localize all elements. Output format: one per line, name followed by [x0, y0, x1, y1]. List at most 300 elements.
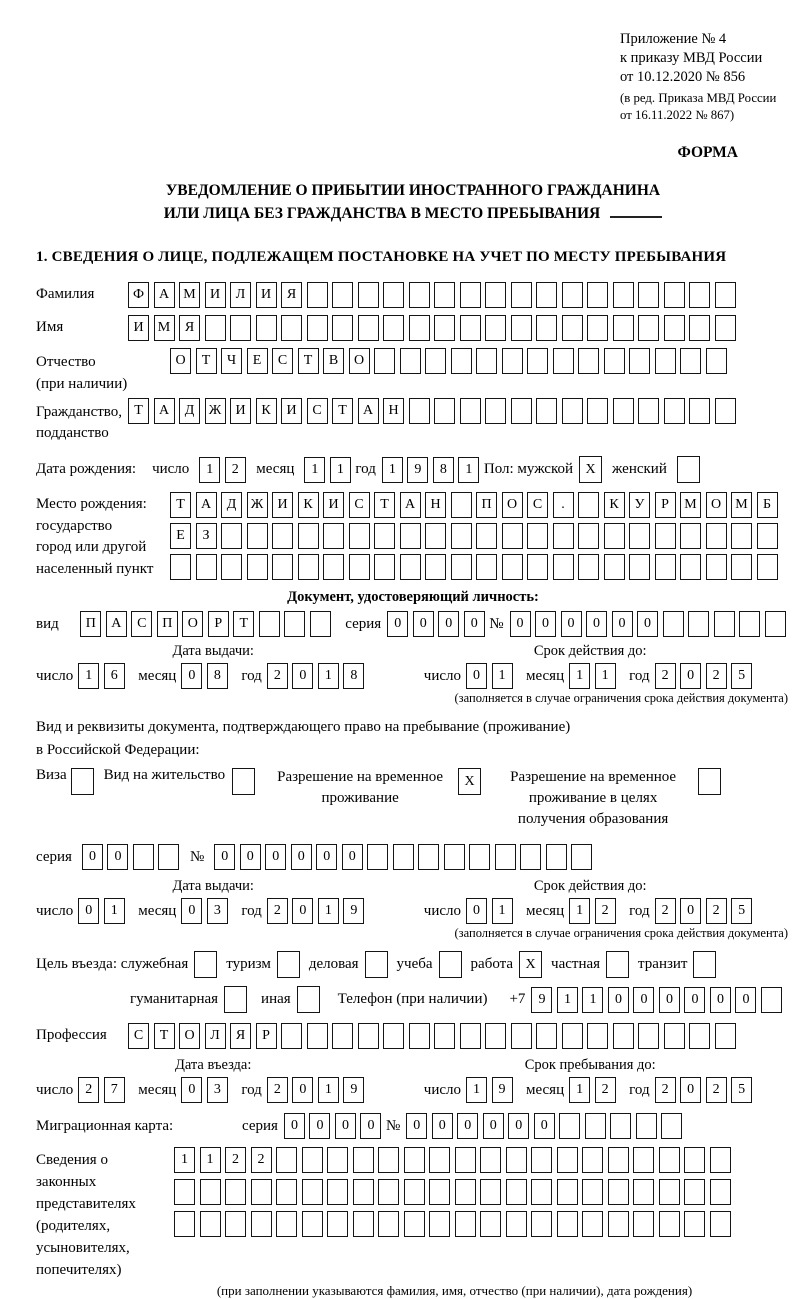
char-cell[interactable]: 2 — [706, 663, 727, 689]
char-cell[interactable]: Л — [230, 282, 251, 308]
char-cell[interactable]: З — [196, 523, 217, 549]
char-cell[interactable] — [378, 1147, 399, 1173]
char-cell[interactable] — [383, 315, 404, 341]
char-cell[interactable] — [684, 1147, 705, 1173]
char-cell[interactable]: 1 — [382, 457, 403, 483]
char-cell[interactable]: С — [128, 1023, 149, 1049]
char-cell[interactable]: О — [706, 492, 727, 518]
purpose-private-checkbox[interactable] — [606, 951, 629, 978]
char-cell[interactable] — [659, 1147, 680, 1173]
char-cell[interactable]: 1 — [200, 1147, 221, 1173]
char-cell[interactable] — [374, 348, 395, 374]
char-cell[interactable]: 0 — [466, 663, 487, 689]
char-cell[interactable]: 1 — [557, 987, 578, 1013]
char-cell[interactable] — [434, 398, 455, 424]
char-cell[interactable] — [553, 554, 574, 580]
char-cell[interactable] — [714, 611, 735, 637]
char-cell[interactable] — [559, 1113, 580, 1139]
char-cell[interactable] — [400, 554, 421, 580]
temp-residence-education-checkbox[interactable] — [698, 768, 721, 795]
char-cell[interactable] — [133, 844, 154, 870]
char-cell[interactable] — [633, 1211, 654, 1237]
char-cell[interactable]: Я — [281, 282, 302, 308]
char-cell[interactable]: Я — [179, 315, 200, 341]
char-cell[interactable]: С — [527, 492, 548, 518]
char-cell[interactable]: 0 — [633, 987, 654, 1013]
char-cell[interactable] — [553, 348, 574, 374]
char-cell[interactable]: 1 — [104, 898, 125, 924]
char-cell[interactable]: С — [349, 492, 370, 518]
char-cell[interactable] — [174, 1179, 195, 1205]
char-cell[interactable]: У — [629, 492, 650, 518]
char-cell[interactable] — [664, 398, 685, 424]
char-cell[interactable] — [527, 554, 548, 580]
char-cell[interactable] — [276, 1147, 297, 1173]
purpose-business-checkbox[interactable] — [194, 951, 217, 978]
char-cell[interactable] — [409, 282, 430, 308]
char-cell[interactable] — [409, 398, 430, 424]
char-cell[interactable]: 9 — [343, 1077, 364, 1103]
char-cell[interactable]: 1 — [330, 457, 351, 483]
char-cell[interactable] — [247, 523, 268, 549]
char-cell[interactable] — [480, 1179, 501, 1205]
char-cell[interactable] — [393, 844, 414, 870]
purpose-other-checkbox[interactable] — [297, 986, 320, 1013]
char-cell[interactable] — [455, 1211, 476, 1237]
char-cell[interactable] — [689, 282, 710, 308]
char-cell[interactable] — [251, 1179, 272, 1205]
char-cell[interactable]: Е — [247, 348, 268, 374]
char-cell[interactable]: 0 — [292, 1077, 313, 1103]
char-cell[interactable] — [536, 315, 557, 341]
char-cell[interactable] — [511, 1023, 532, 1049]
char-cell[interactable] — [638, 282, 659, 308]
char-cell[interactable] — [200, 1211, 221, 1237]
char-cell[interactable] — [434, 1023, 455, 1049]
char-cell[interactable]: Т — [196, 348, 217, 374]
purpose-study-checkbox[interactable] — [439, 951, 462, 978]
char-cell[interactable]: Р — [208, 611, 229, 637]
char-cell[interactable]: 0 — [508, 1113, 529, 1139]
char-cell[interactable] — [358, 315, 379, 341]
char-cell[interactable] — [706, 523, 727, 549]
char-cell[interactable]: Т — [374, 492, 395, 518]
char-cell[interactable]: 0 — [413, 611, 434, 637]
char-cell[interactable] — [383, 282, 404, 308]
char-cell[interactable] — [655, 523, 676, 549]
char-cell[interactable]: О — [502, 492, 523, 518]
char-cell[interactable]: М — [179, 282, 200, 308]
char-cell[interactable]: 2 — [655, 1077, 676, 1103]
char-cell[interactable] — [578, 492, 599, 518]
char-cell[interactable]: А — [106, 611, 127, 637]
char-cell[interactable] — [451, 492, 472, 518]
char-cell[interactable] — [655, 348, 676, 374]
char-cell[interactable]: К — [604, 492, 625, 518]
char-cell[interactable] — [221, 523, 242, 549]
char-cell[interactable] — [527, 348, 548, 374]
char-cell[interactable] — [480, 1211, 501, 1237]
char-cell[interactable] — [706, 554, 727, 580]
char-cell[interactable]: 3 — [207, 1077, 228, 1103]
char-cell[interactable]: Д — [221, 492, 242, 518]
char-cell[interactable] — [557, 1211, 578, 1237]
char-cell[interactable] — [661, 1113, 682, 1139]
char-cell[interactable] — [761, 987, 782, 1013]
residence-permit-checkbox[interactable] — [232, 768, 255, 795]
char-cell[interactable]: 1 — [582, 987, 603, 1013]
char-cell[interactable] — [353, 1179, 374, 1205]
char-cell[interactable] — [757, 523, 778, 549]
char-cell[interactable] — [170, 554, 191, 580]
char-cell[interactable] — [546, 844, 567, 870]
char-cell[interactable] — [200, 1179, 221, 1205]
char-cell[interactable] — [502, 523, 523, 549]
char-cell[interactable] — [225, 1211, 246, 1237]
char-cell[interactable] — [353, 1211, 374, 1237]
char-cell[interactable] — [327, 1179, 348, 1205]
char-cell[interactable]: 8 — [207, 663, 228, 689]
char-cell[interactable] — [425, 554, 446, 580]
char-cell[interactable] — [664, 1023, 685, 1049]
char-cell[interactable] — [582, 1147, 603, 1173]
char-cell[interactable] — [629, 523, 650, 549]
char-cell[interactable]: 9 — [492, 1077, 513, 1103]
char-cell[interactable]: 2 — [267, 663, 288, 689]
char-cell[interactable] — [230, 315, 251, 341]
char-cell[interactable]: 2 — [595, 1077, 616, 1103]
char-cell[interactable] — [378, 1179, 399, 1205]
char-cell[interactable] — [582, 1179, 603, 1205]
char-cell[interactable]: 0 — [316, 844, 337, 870]
char-cell[interactable] — [358, 282, 379, 308]
char-cell[interactable] — [608, 1179, 629, 1205]
char-cell[interactable] — [425, 523, 446, 549]
char-cell[interactable] — [553, 523, 574, 549]
char-cell[interactable] — [460, 315, 481, 341]
char-cell[interactable]: 0 — [534, 1113, 555, 1139]
char-cell[interactable] — [710, 1179, 731, 1205]
char-cell[interactable] — [638, 315, 659, 341]
char-cell[interactable]: 0 — [483, 1113, 504, 1139]
char-cell[interactable]: Т — [170, 492, 191, 518]
char-cell[interactable]: 0 — [586, 611, 607, 637]
char-cell[interactable] — [455, 1147, 476, 1173]
char-cell[interactable]: И — [281, 398, 302, 424]
char-cell[interactable]: 0 — [535, 611, 556, 637]
char-cell[interactable] — [451, 523, 472, 549]
char-cell[interactable] — [604, 554, 625, 580]
char-cell[interactable] — [374, 523, 395, 549]
char-cell[interactable] — [706, 348, 727, 374]
char-cell[interactable]: 0 — [292, 663, 313, 689]
char-cell[interactable]: М — [154, 315, 175, 341]
char-cell[interactable]: 6 — [104, 663, 125, 689]
char-cell[interactable] — [684, 1211, 705, 1237]
char-cell[interactable]: 2 — [225, 1147, 246, 1173]
char-cell[interactable]: Т — [154, 1023, 175, 1049]
char-cell[interactable]: 0 — [181, 898, 202, 924]
char-cell[interactable] — [613, 315, 634, 341]
char-cell[interactable] — [353, 1147, 374, 1173]
char-cell[interactable] — [536, 1023, 557, 1049]
char-cell[interactable]: Р — [655, 492, 676, 518]
char-cell[interactable] — [688, 611, 709, 637]
char-cell[interactable]: 0 — [387, 611, 408, 637]
char-cell[interactable]: 0 — [510, 611, 531, 637]
char-cell[interactable] — [655, 554, 676, 580]
char-cell[interactable]: 2 — [595, 898, 616, 924]
char-cell[interactable] — [608, 1147, 629, 1173]
char-cell[interactable]: 1 — [569, 663, 590, 689]
char-cell[interactable]: 1 — [304, 457, 325, 483]
char-cell[interactable] — [429, 1147, 450, 1173]
purpose-work-checkbox[interactable]: X — [519, 951, 542, 978]
char-cell[interactable] — [383, 1023, 404, 1049]
char-cell[interactable]: 0 — [608, 987, 629, 1013]
char-cell[interactable] — [765, 611, 786, 637]
char-cell[interactable]: 0 — [659, 987, 680, 1013]
char-cell[interactable] — [404, 1211, 425, 1237]
purpose-tourism-checkbox[interactable] — [277, 951, 300, 978]
char-cell[interactable] — [638, 398, 659, 424]
char-cell[interactable]: А — [400, 492, 421, 518]
char-cell[interactable]: Ж — [205, 398, 226, 424]
char-cell[interactable]: 0 — [406, 1113, 427, 1139]
char-cell[interactable]: 0 — [265, 844, 286, 870]
char-cell[interactable] — [715, 1023, 736, 1049]
char-cell[interactable]: Д — [179, 398, 200, 424]
char-cell[interactable] — [684, 1179, 705, 1205]
char-cell[interactable] — [613, 282, 634, 308]
char-cell[interactable]: 1 — [466, 1077, 487, 1103]
char-cell[interactable] — [272, 523, 293, 549]
char-cell[interactable]: Б — [757, 492, 778, 518]
char-cell[interactable]: 5 — [731, 663, 752, 689]
char-cell[interactable] — [378, 1211, 399, 1237]
char-cell[interactable]: 0 — [735, 987, 756, 1013]
char-cell[interactable]: 2 — [78, 1077, 99, 1103]
char-cell[interactable] — [409, 1023, 430, 1049]
char-cell[interactable]: 7 — [104, 1077, 125, 1103]
char-cell[interactable] — [247, 554, 268, 580]
char-cell[interactable]: 9 — [343, 898, 364, 924]
char-cell[interactable]: 0 — [360, 1113, 381, 1139]
char-cell[interactable] — [578, 348, 599, 374]
sex-male-checkbox[interactable]: X — [579, 456, 602, 483]
char-cell[interactable]: Т — [298, 348, 319, 374]
purpose-commercial-checkbox[interactable] — [365, 951, 388, 978]
char-cell[interactable]: 1 — [78, 663, 99, 689]
char-cell[interactable]: 0 — [107, 844, 128, 870]
char-cell[interactable] — [485, 398, 506, 424]
visa-checkbox[interactable] — [71, 768, 94, 795]
char-cell[interactable]: 9 — [407, 457, 428, 483]
char-cell[interactable]: А — [154, 282, 175, 308]
char-cell[interactable] — [506, 1211, 527, 1237]
char-cell[interactable] — [757, 554, 778, 580]
char-cell[interactable] — [400, 523, 421, 549]
char-cell[interactable] — [281, 1023, 302, 1049]
sex-female-checkbox[interactable] — [677, 456, 700, 483]
char-cell[interactable] — [629, 348, 650, 374]
char-cell[interactable] — [633, 1179, 654, 1205]
char-cell[interactable]: Т — [233, 611, 254, 637]
char-cell[interactable] — [374, 554, 395, 580]
char-cell[interactable]: М — [731, 492, 752, 518]
char-cell[interactable] — [511, 315, 532, 341]
char-cell[interactable]: Я — [230, 1023, 251, 1049]
char-cell[interactable] — [536, 282, 557, 308]
char-cell[interactable] — [663, 611, 684, 637]
char-cell[interactable]: 1 — [318, 1077, 339, 1103]
char-cell[interactable] — [196, 554, 217, 580]
char-cell[interactable]: К — [256, 398, 277, 424]
char-cell[interactable]: 2 — [706, 1077, 727, 1103]
char-cell[interactable]: Т — [128, 398, 149, 424]
char-cell[interactable] — [587, 315, 608, 341]
char-cell[interactable]: 1 — [174, 1147, 195, 1173]
char-cell[interactable]: 5 — [731, 1077, 752, 1103]
char-cell[interactable] — [638, 1023, 659, 1049]
char-cell[interactable] — [659, 1179, 680, 1205]
char-cell[interactable] — [298, 554, 319, 580]
char-cell[interactable] — [451, 554, 472, 580]
char-cell[interactable] — [400, 348, 421, 374]
char-cell[interactable]: А — [358, 398, 379, 424]
char-cell[interactable]: 0 — [181, 1077, 202, 1103]
char-cell[interactable] — [680, 554, 701, 580]
char-cell[interactable] — [302, 1147, 323, 1173]
char-cell[interactable] — [485, 282, 506, 308]
char-cell[interactable]: 1 — [569, 1077, 590, 1103]
char-cell[interactable]: 0 — [335, 1113, 356, 1139]
char-cell[interactable] — [613, 1023, 634, 1049]
char-cell[interactable] — [404, 1147, 425, 1173]
char-cell[interactable] — [451, 348, 472, 374]
char-cell[interactable]: 0 — [680, 1077, 701, 1103]
char-cell[interactable]: 2 — [225, 457, 246, 483]
char-cell[interactable] — [613, 398, 634, 424]
char-cell[interactable]: 0 — [466, 898, 487, 924]
char-cell[interactable]: 0 — [457, 1113, 478, 1139]
char-cell[interactable]: И — [205, 282, 226, 308]
char-cell[interactable] — [256, 315, 277, 341]
char-cell[interactable]: Н — [383, 398, 404, 424]
char-cell[interactable]: 0 — [710, 987, 731, 1013]
char-cell[interactable] — [259, 611, 280, 637]
char-cell[interactable] — [562, 1023, 583, 1049]
char-cell[interactable] — [680, 348, 701, 374]
char-cell[interactable] — [332, 315, 353, 341]
char-cell[interactable]: И — [256, 282, 277, 308]
char-cell[interactable] — [404, 1179, 425, 1205]
char-cell[interactable] — [557, 1147, 578, 1173]
char-cell[interactable]: 0 — [561, 611, 582, 637]
char-cell[interactable]: 0 — [342, 844, 363, 870]
char-cell[interactable]: Л — [205, 1023, 226, 1049]
char-cell[interactable]: Н — [425, 492, 446, 518]
char-cell[interactable] — [582, 1211, 603, 1237]
char-cell[interactable] — [460, 398, 481, 424]
char-cell[interactable] — [480, 1147, 501, 1173]
char-cell[interactable]: 2 — [655, 663, 676, 689]
char-cell[interactable] — [460, 282, 481, 308]
char-cell[interactable] — [610, 1113, 631, 1139]
char-cell[interactable] — [174, 1211, 195, 1237]
char-cell[interactable]: 0 — [82, 844, 103, 870]
char-cell[interactable] — [444, 844, 465, 870]
char-cell[interactable]: 2 — [251, 1147, 272, 1173]
char-cell[interactable] — [629, 554, 650, 580]
char-cell[interactable] — [495, 844, 516, 870]
char-cell[interactable] — [429, 1179, 450, 1205]
char-cell[interactable] — [527, 523, 548, 549]
char-cell[interactable] — [562, 315, 583, 341]
char-cell[interactable] — [460, 1023, 481, 1049]
char-cell[interactable] — [281, 315, 302, 341]
char-cell[interactable]: 2 — [706, 898, 727, 924]
char-cell[interactable]: И — [128, 315, 149, 341]
char-cell[interactable] — [476, 523, 497, 549]
char-cell[interactable] — [680, 523, 701, 549]
char-cell[interactable] — [158, 844, 179, 870]
char-cell[interactable] — [332, 1023, 353, 1049]
char-cell[interactable]: 1 — [569, 898, 590, 924]
char-cell[interactable]: К — [298, 492, 319, 518]
char-cell[interactable] — [587, 398, 608, 424]
char-cell[interactable]: О — [182, 611, 203, 637]
char-cell[interactable] — [689, 398, 710, 424]
char-cell[interactable] — [636, 1113, 657, 1139]
char-cell[interactable]: 0 — [291, 844, 312, 870]
char-cell[interactable]: 5 — [731, 898, 752, 924]
char-cell[interactable] — [418, 844, 439, 870]
char-cell[interactable] — [531, 1179, 552, 1205]
char-cell[interactable] — [531, 1147, 552, 1173]
char-cell[interactable] — [578, 554, 599, 580]
char-cell[interactable] — [710, 1147, 731, 1173]
char-cell[interactable]: 0 — [78, 898, 99, 924]
char-cell[interactable]: Ф — [128, 282, 149, 308]
char-cell[interactable] — [302, 1211, 323, 1237]
char-cell[interactable] — [332, 282, 353, 308]
char-cell[interactable] — [689, 315, 710, 341]
char-cell[interactable]: 0 — [309, 1113, 330, 1139]
char-cell[interactable]: 1 — [199, 457, 220, 483]
char-cell[interactable]: 3 — [207, 898, 228, 924]
char-cell[interactable]: А — [196, 492, 217, 518]
char-cell[interactable] — [562, 398, 583, 424]
char-cell[interactable] — [604, 348, 625, 374]
char-cell[interactable]: И — [323, 492, 344, 518]
char-cell[interactable] — [327, 1147, 348, 1173]
char-cell[interactable]: 0 — [464, 611, 485, 637]
char-cell[interactable]: 2 — [267, 1077, 288, 1103]
purpose-transit-checkbox[interactable] — [693, 951, 716, 978]
char-cell[interactable]: 0 — [680, 663, 701, 689]
char-cell[interactable]: О — [170, 348, 191, 374]
char-cell[interactable] — [327, 1211, 348, 1237]
char-cell[interactable]: 0 — [438, 611, 459, 637]
char-cell[interactable] — [511, 282, 532, 308]
char-cell[interactable]: П — [80, 611, 101, 637]
char-cell[interactable]: 0 — [680, 898, 701, 924]
char-cell[interactable]: 1 — [318, 898, 339, 924]
char-cell[interactable] — [506, 1179, 527, 1205]
char-cell[interactable] — [455, 1179, 476, 1205]
char-cell[interactable] — [221, 554, 242, 580]
